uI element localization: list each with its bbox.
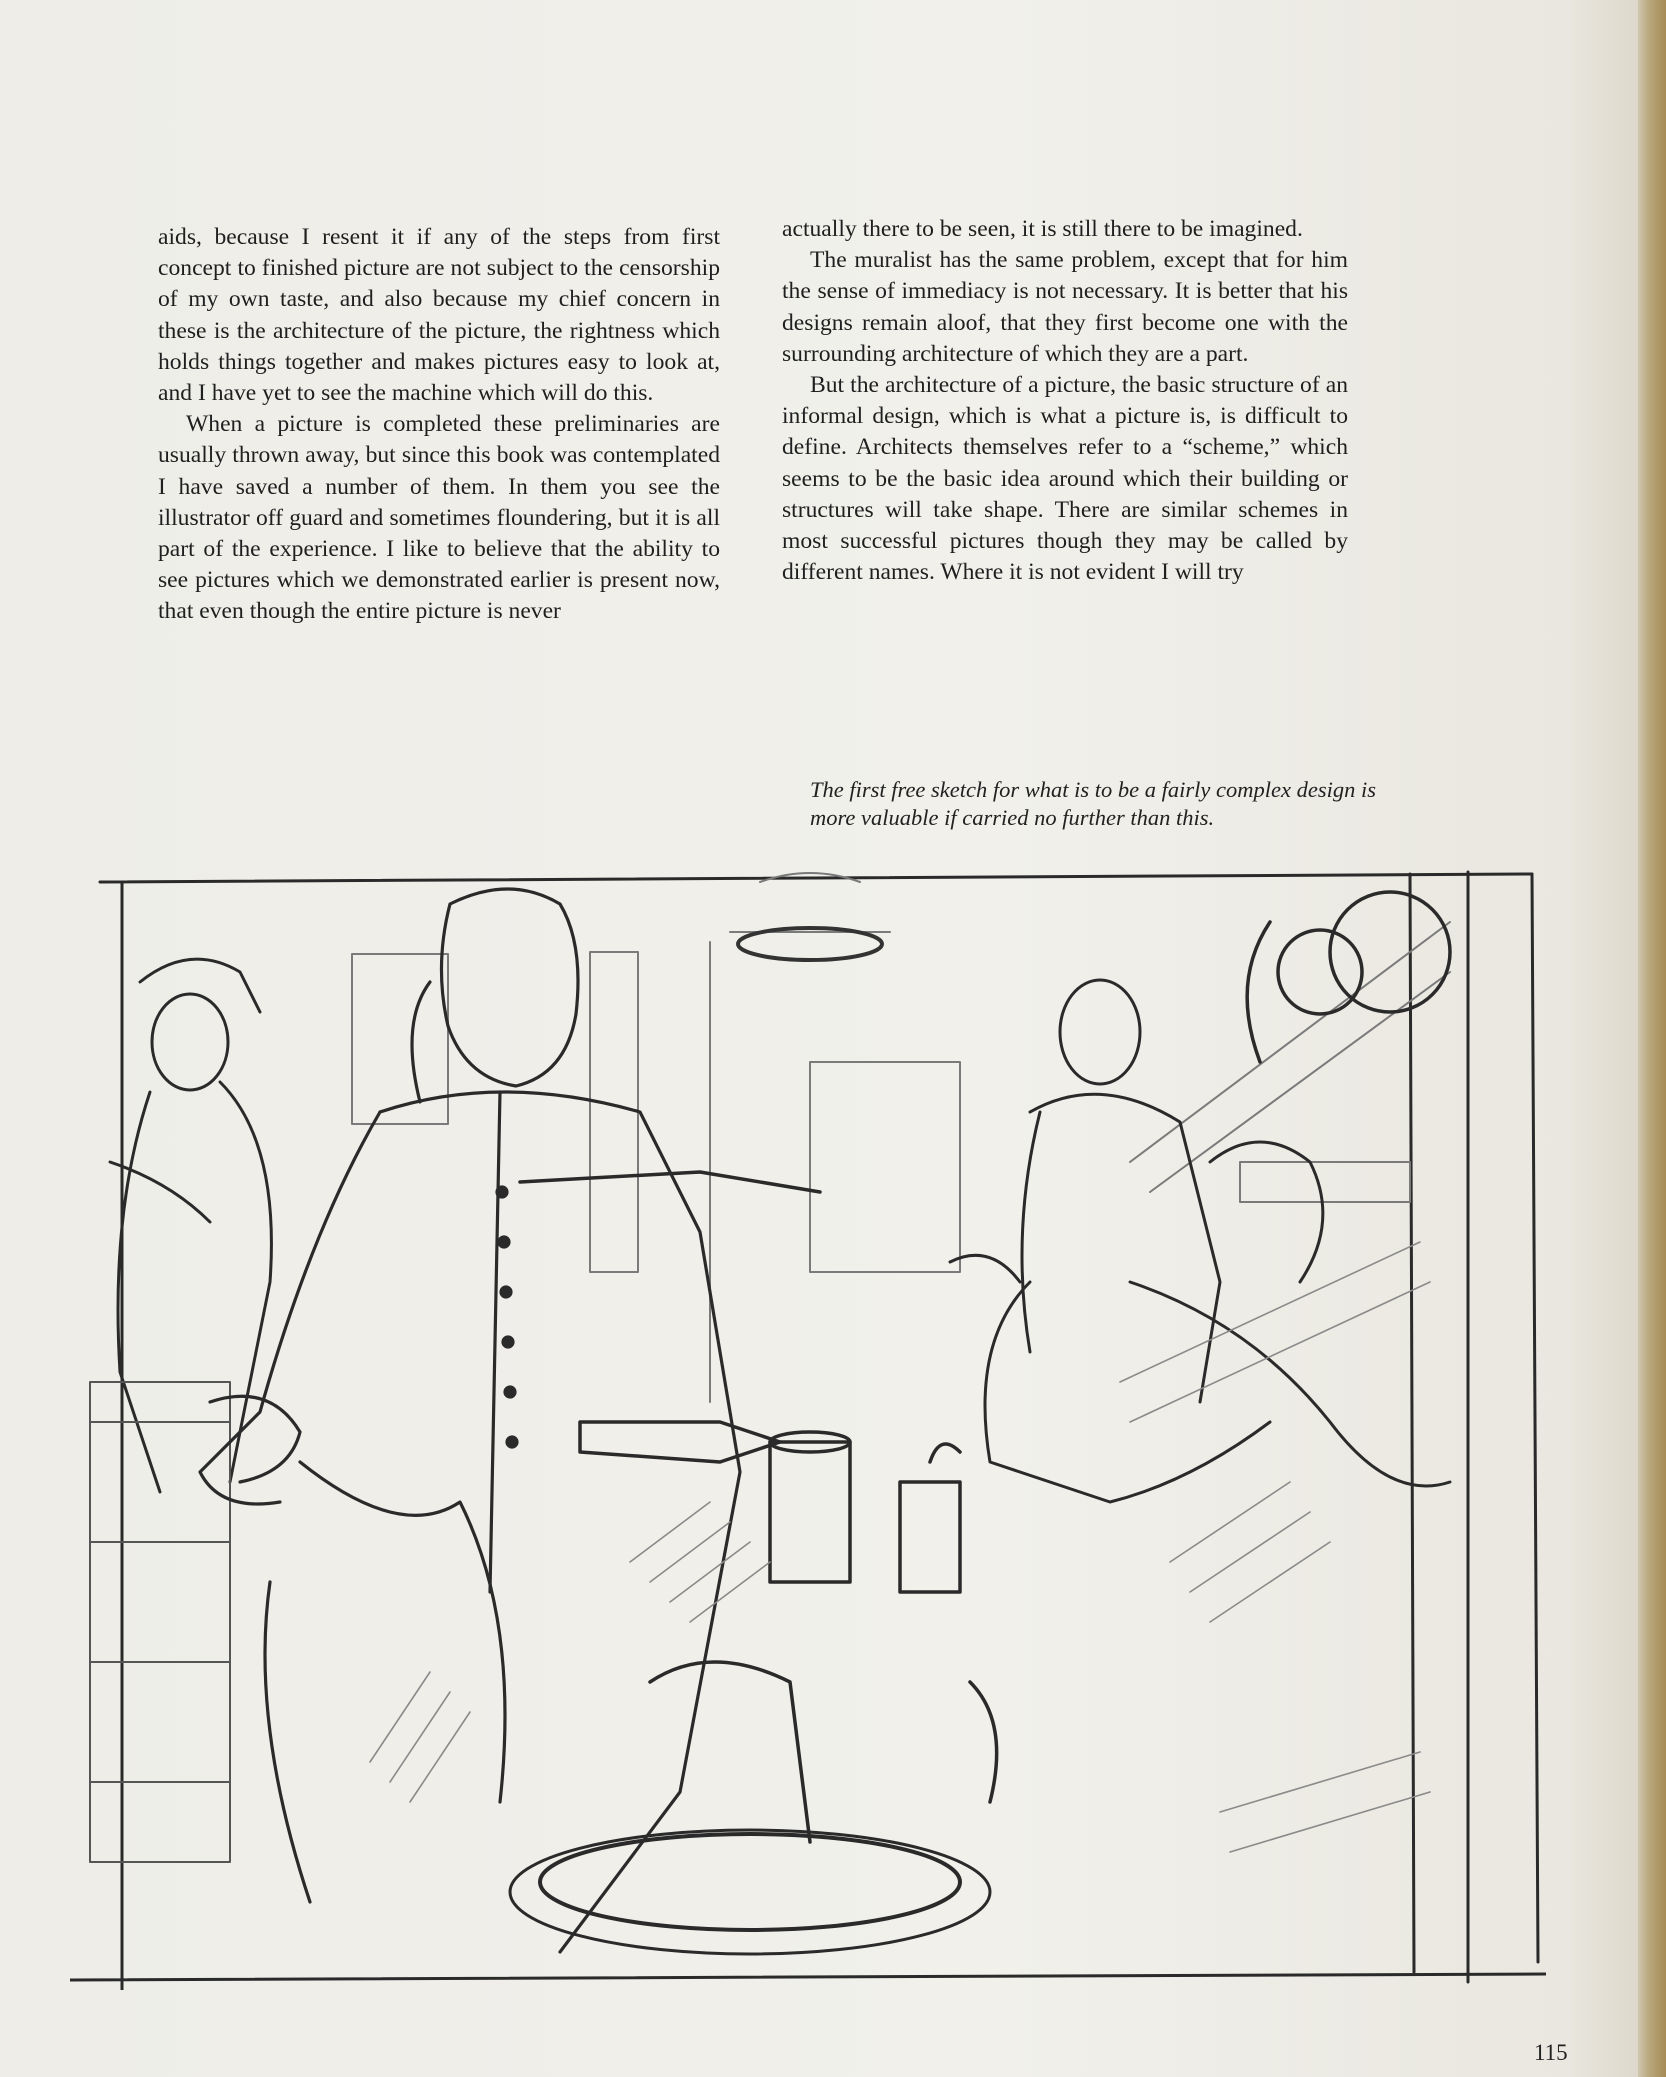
paragraph: But the architecture of a picture, the basic structure of an informal design, which is what a picture is, is difficult to define. Architects themselves refer to a “scheme,” which seems to be the basic idea around which their building or structures will take shape. There are similar schemes in most successful pictures though they may be called by different names. Where it is not evident I will try [782,372,1348,586]
figure-right-group [950,892,1450,1502]
sketch-illustration [70,862,1546,1990]
background-sketch [352,873,1450,1402]
figure-caption: The first free sketch for what is to be a fairly complex design is more valuable if carried no further than this. [810,777,1376,830]
paragraph: When a picture is completed these preliminaries are usually thrown away, but since this book was contemplated I have saved a number of them. In them you see the illustrator off guard and sometimes floundering, but it is all part of the experience. I like to believe that the ability to see pictures which we demonstrated earlier is present now, that even though the entire picture is never [158,411,720,625]
page-number: 115 [1534,2040,1568,2065]
text-column-left [158,222,720,628]
book-spine-edge [1638,0,1666,2077]
text-column-right [782,214,1348,588]
paragraph: aids, because I resent it if any of the steps from first concept to finished picture are not subject to the censorship of my own taste, and also because my chief concern in these is the architecture of the picture, the rightness which holds things together and makes pictures easy to look at, and I have yet to see the machine which will do this. [158,224,720,407]
table-and-tankard [510,1172,997,1954]
paragraph: actually there to be seen, it is still there to be imagined. [782,216,1303,242]
paragraph: The muralist has the same problem, except that for him the sense of immediacy is not necessary. It is better that his designs remain aloof, that they first become one with the surrounding architecture of which they are a part. [782,247,1348,367]
figure-left-man [90,959,271,1862]
